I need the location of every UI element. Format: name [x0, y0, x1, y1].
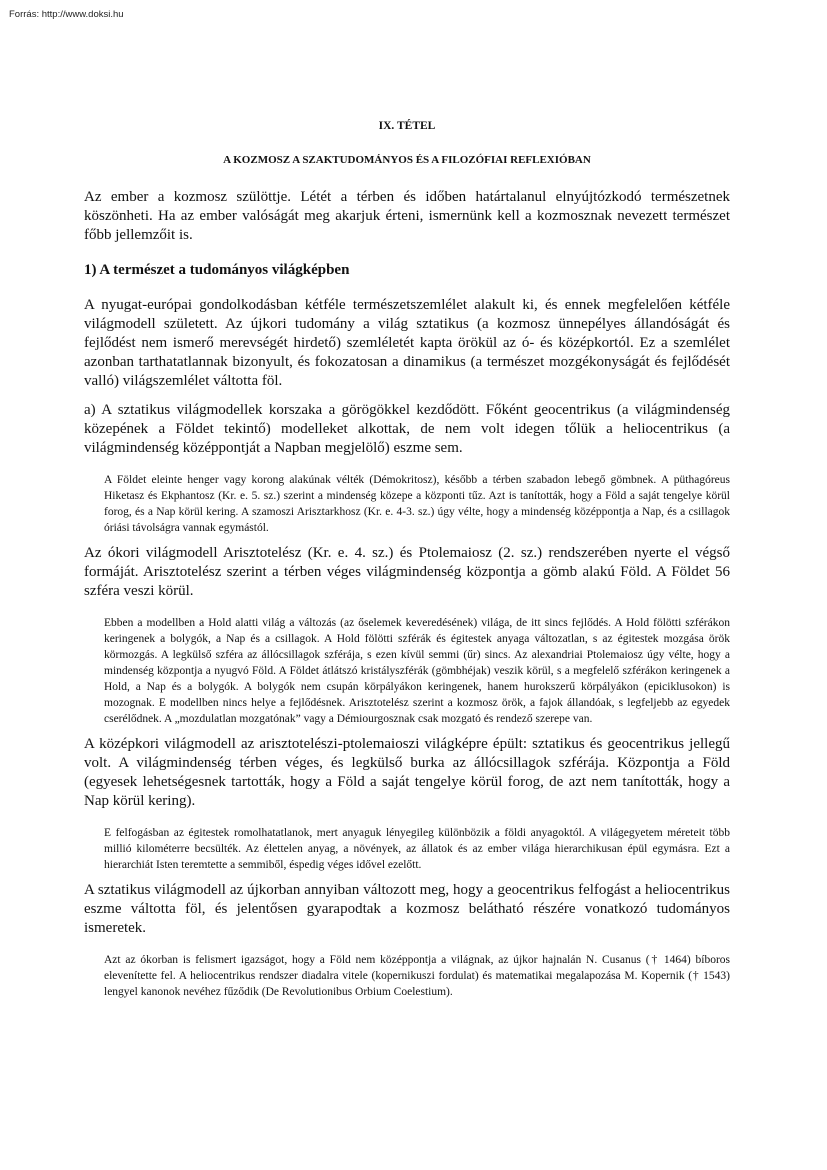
thesis-number: IX. TÉTEL: [378, 120, 436, 132]
document-page: [84, 120, 730, 1000]
intro-paragraph: Az ember a kozmosz szülöttje. Létét a térben és időben határtalanul elnyújtózkodó természetnek köszönheti. Ha az ember valóságát meg akarjuk érteni, ismernünk kell a kozmosznak nevezett természet főbb jellemzőit is.: [84, 189, 730, 243]
paragraph-1: A nyugat-európai gondolkodásban kétféle természetszemlélet alakult ki, és ennek megfelelően kétféle világmodell született. Az újkori tudomány a világ sztatikus (a kozmosz ünnepélyes állandóságát és fejlődést nem ismerő merevségét hirdető) szemléletét kapta örökül az ó- és középkortól. Ez a szemlélet azonban tarthatatlannak bizonyult, és fokozatosan a dinamikus (a természet mozgékonyságát és fejlődését valló) világszemlélet váltotta föl.: [84, 297, 730, 389]
paragraph-2: a) A sztatikus világmodellek korszaka a görögökkel kezdődött. Főként geocentrikus (a világmindenség közepének a Földet tekintő) modelleket alkottak, de nem volt idegen tőlük a heliocentrikus (a világmindenség középpontját a Napban megjelölő) eszme sem.: [84, 402, 730, 456]
document-title: A KOZMOSZ A SZAKTUDOMÁNYOS ÉS A FILOZÓFIAI REFLEXIÓBAN: [223, 154, 591, 166]
note-1: A Földet eleinte henger vagy korong alakúnak vélték (Démokritosz), később a térben szabadon lebegő gömbnek. A püthagóreus Hiketasz és Ekphantosz (Kr. e. 5. sz.) szerint a mindenség közepe a központi tűz. Azt is tanították, hogy a Föld a saját tengelye körül forog, és a Nap körül kering. A szamoszi Arisztarkhosz (Kr. e. 4-3. sz.) úgy vélte, hogy a mindenség középpontja a Nap, és a csillagok óriási távolságra vannak egymástól.: [104, 474, 730, 534]
source-watermark: Forrás: http://www.doksi.hu: [9, 9, 124, 20]
note-4: Azt az ókorban is felismert igazságot, hogy a Föld nem középpontja a világnak, az újkor hajnalán N. Cusanus († 1464) bíboros elevenítette fel. A heliocentrikus rendszer diadalra vitele (kopernikuszi fordulat) és matematikai megalapozása M. Kopernik († 1543) lengyel kanonok nevéhez fűződik (De Revolutionibus Orbium Coelestium).: [104, 954, 730, 998]
paragraph-5: A sztatikus világmodell az újkorban annyiban változott meg, hogy a geocentrikus felfogást a heliocentrikus eszme váltotta föl, és jelentősen gyarapodtak a kozmosz belátható részére vonatkozó tudományos ismeretek.: [84, 882, 730, 936]
section-heading: 1) A természet a tudományos világképben: [84, 262, 350, 278]
paragraph-4: A középkori világmodell az arisztotelészi-ptolemaioszi világképre épült: sztatikus és geocentrikus jellegű volt. A világmindenség térben véges, és legkülső burka az állócsillagok szférája. Központja a Föld (egyesek lehetségesnek tartották, hogy a Föld a saját tengelye körül forog, de azt nem tanították, hogy a Nap körül kering).: [84, 736, 730, 809]
note-3: E felfogásban az égitestek romolhatatlanok, mert anyaguk lényegileg különbözik a földi anyagoktól. A világegyetem méreteit több millió kilométerre becsülték. Az élettelen anyag, a növények, az állatok és az ember világa hierarchikusan épül egymásra. Ezt a hierarchiát Isten teremtette a semmiből, éspedig véges idővel ezelőtt.: [104, 827, 730, 871]
note-2: Ebben a modellben a Hold alatti világ a változás (az őselemek keveredésének) világa, de itt sincs fejlődés. A Hold fölötti szférákon keringenek a bolygók, a Nap és a csillagok. A Hold fölötti szférák és égitestek anyaga változatlan, s az égitestek mozgása örök körmozgás. A legkülső szféra az állócsillagok szférája, s ezen kívül semmi (űr) sincs. Az alexandriai Ptolemaiosz úgy vélte, hogy a mindenség központja a nyugvó Föld. A Földet átlátszó kristályszférák (gömbhéjak) veszik körül, s a megfelelő szférákon keringenek a Hold, a Nap és a bolygók. A bolygók nem csupán körpályákon keringenek, hanem hurokszerű körpályákon (epiciklusokon) is mozognak. E modellben nincs helye a fejlődésnek. Arisztotelész szerint a kozmosz örök, a fajok állandóak, s legfeljebb az egyedek cserélődnek. A „mozdulatlan mozgatónak” vagy a Démiourgosznak csak mozgató és rendező szerepe van.: [104, 617, 730, 725]
paragraph-3: Az ókori világmodell Arisztotelész (Kr. e. 4. sz.) és Ptolemaiosz (2. sz.) rendszerében nyerte el végső formáját. Arisztotelész szerint a térben véges világmindenség központja a gömb alakú Föld. A Földet 56 szféra veszi körül.: [84, 545, 730, 599]
